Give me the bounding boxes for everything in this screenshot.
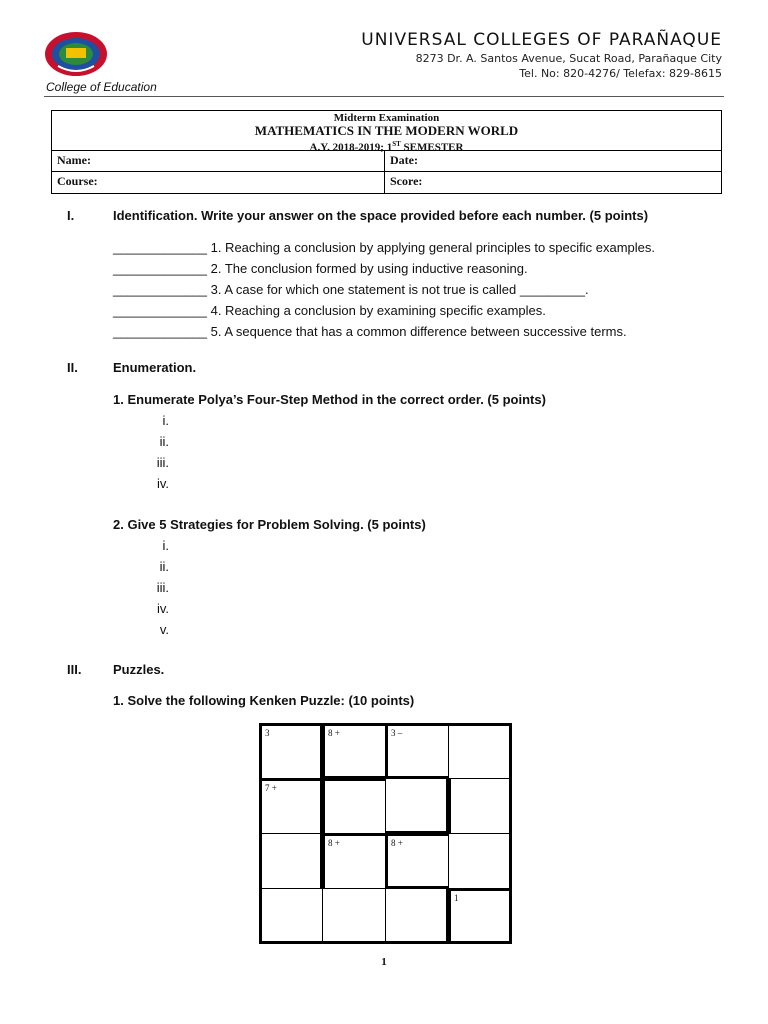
kenken-cell[interactable] — [385, 778, 449, 834]
course-score-row — [52, 172, 721, 193]
enumeration-blank: iv. — [156, 476, 169, 491]
college-telephone: Tel. No: 820-4276/ Telefax: 829-8615 — [519, 67, 722, 80]
identification-item: _____________ 3. A case for which one statement is not true is called _________. — [113, 282, 589, 297]
kenken-cage-clue: 8 + — [328, 838, 340, 848]
enumeration-blank: i. — [162, 538, 169, 553]
section-3-number: III. — [67, 662, 82, 677]
score-field[interactable]: Score: — [390, 174, 423, 188]
enumeration-blank: ii. — [159, 559, 169, 574]
enumeration-question-1: 1. Enumerate Polya’s Four-Step Method in the correct order. (5 points) — [113, 392, 546, 407]
kenken-cell[interactable] — [385, 888, 449, 944]
kenken-cell[interactable] — [385, 833, 449, 889]
exam-subject: MATHEMATICS IN THE MODERN WORLD — [254, 123, 519, 138]
kenken-cell[interactable] — [448, 778, 512, 834]
kenken-cell[interactable] — [322, 888, 386, 944]
kenken-cell[interactable] — [322, 833, 386, 889]
identification-item: _____________ 2. The conclusion formed by using inductive reasoning. — [113, 261, 528, 276]
exam-info-table — [51, 110, 722, 194]
kenken-cell[interactable] — [259, 723, 323, 779]
college-address: 8273 Dr. A. Santos Avenue, Sucat Road, Parañaque City — [415, 52, 722, 65]
enumeration-blank: iv. — [156, 601, 169, 616]
date-field[interactable]: Date: — [390, 153, 418, 167]
kenken-cell[interactable] — [322, 778, 386, 834]
identification-item: _____________ 4. Reaching a conclusion by examining specific examples. — [113, 303, 546, 318]
kenken-cell[interactable] — [448, 723, 512, 779]
kenken-cell[interactable] — [385, 723, 449, 779]
exam-heading — [52, 111, 721, 154]
page-number: 1 — [381, 956, 387, 968]
kenken-cage-clue: 1 — [454, 893, 459, 903]
kenken-cage-clue: 8 + — [328, 728, 340, 738]
identification-item: _____________ 5. A sequence that has a common difference between successive terms. — [113, 324, 627, 339]
section-2-title: Enumeration. — [113, 360, 197, 375]
header-divider — [44, 96, 724, 97]
enumeration-blank: iii. — [156, 455, 169, 470]
enumeration-blank: iii. — [156, 580, 169, 595]
kenken-cage-clue: 8 + — [391, 838, 403, 848]
section-1-number: I. — [67, 208, 75, 223]
exam-academic-year: A.Y. 2018-2019; 1ST SEMESTER — [309, 140, 464, 154]
kenken-cage-clue: 7 + — [265, 783, 277, 793]
enumeration-blank: v. — [159, 622, 169, 637]
enumeration-blank: i. — [162, 413, 169, 428]
college-name: UNIVERSAL COLLEGES OF PARAÑAQUE — [361, 30, 722, 50]
puzzle-question-1: 1. Solve the following Kenken Puzzle: (10 points) — [113, 693, 415, 708]
course-field[interactable]: Course: — [52, 172, 385, 193]
department-name: College of Education — [46, 80, 157, 94]
name-field[interactable]: Name: — [52, 151, 385, 171]
section-2-number: II. — [67, 360, 78, 375]
kenken-cage-clue: 3 — [265, 728, 270, 738]
kenken-cell[interactable] — [322, 723, 386, 779]
exam-type: Midterm Examination — [333, 112, 440, 124]
kenken-cell[interactable] — [448, 833, 512, 889]
section-3-title: Puzzles. — [113, 662, 165, 677]
college-seal-icon — [44, 30, 108, 78]
identification-item: _____________ 1. Reaching a conclusion by applying general principles to specific examples. — [113, 240, 656, 255]
kenken-cell[interactable] — [259, 833, 323, 889]
section-1-title: Identification. Write your answer on the space provided before each number. (5 points) — [113, 208, 649, 223]
kenken-cell[interactable] — [259, 778, 323, 834]
name-date-row — [52, 151, 721, 172]
kenken-puzzle-grid — [259, 723, 511, 943]
enumeration-blank: ii. — [159, 434, 169, 449]
kenken-cell[interactable] — [259, 888, 323, 944]
kenken-cell[interactable] — [448, 888, 512, 944]
enumeration-question-2: 2. Give 5 Strategies for Problem Solving. (5 points) — [113, 517, 426, 532]
kenken-cage-clue: 3 – — [391, 728, 403, 738]
